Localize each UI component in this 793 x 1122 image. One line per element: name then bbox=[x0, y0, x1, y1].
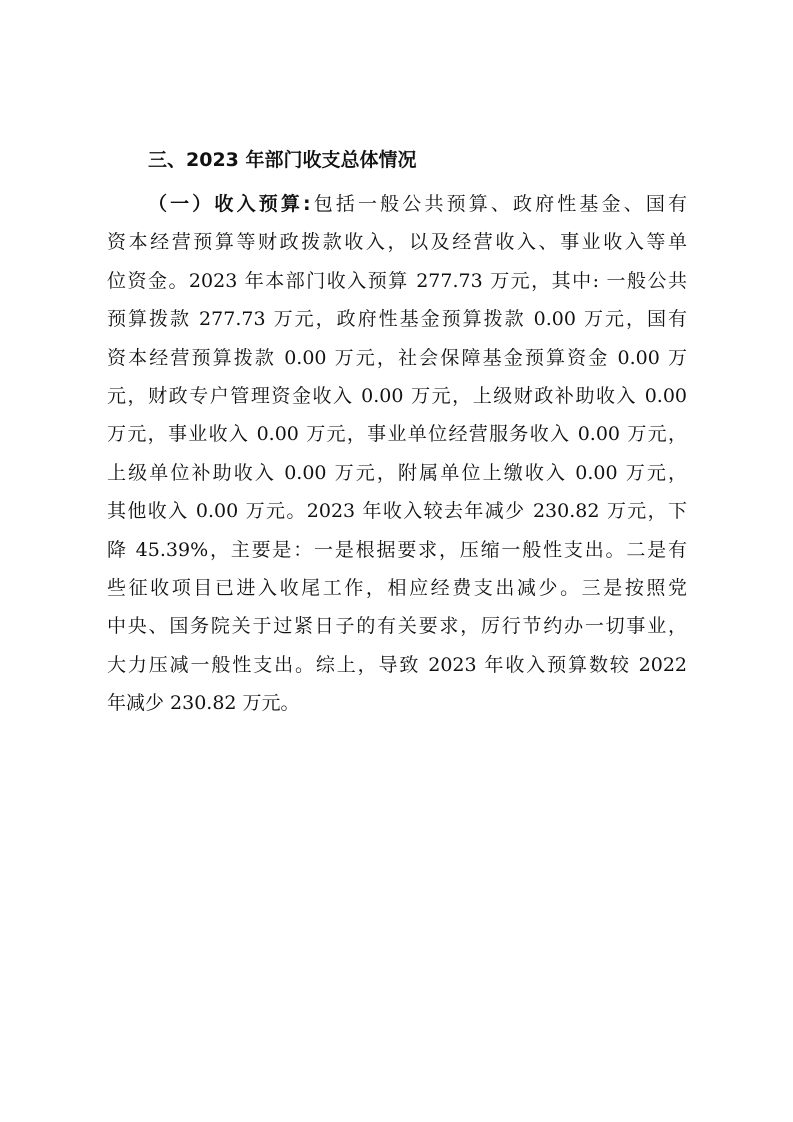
section-heading: 三、2023 年部门收支总体情况 bbox=[148, 149, 417, 171]
paragraph-line: 位资金。2023 年本部门收入预算 277.73 万元，其中: 一般公共 bbox=[107, 269, 687, 292]
income-budget-paragraph bbox=[107, 185, 687, 722]
paragraph-line: 年减少 230.82 万元。 bbox=[107, 692, 300, 715]
paragraph-line: 资本经营预算拨款 0.00 万元，社会保障基金预算资金 0.00 万 bbox=[107, 346, 687, 369]
paragraph-line: 上级单位补助收入 0.00 万元，附属单位上缴收入 0.00 万元， bbox=[107, 461, 687, 484]
paragraph-line: 降 45.39%，主要是：一是根据要求，压缩一般性支出。二是有 bbox=[107, 538, 687, 561]
paragraph-line: 预算拨款 277.73 万元，政府性基金预算拨款 0.00 万元，国有 bbox=[107, 308, 687, 331]
paragraph-line: 中央、国务院关于过紧日子的有关要求，厉行节约办一切事业， bbox=[107, 615, 687, 638]
paragraph-line: （一）收入预算:包括一般公共预算、政府性基金、国有 bbox=[148, 193, 687, 215]
paragraph-line: 资本经营预算等财政拨款收入，以及经营收入、事业收入等单 bbox=[107, 231, 687, 254]
paragraph-line: 些征收项目已进入收尾工作，相应经费支出减少。三是按照党 bbox=[107, 576, 687, 599]
paragraph-line: 其他收入 0.00 万元。2023 年收入较去年减少 230.82 万元，下 bbox=[107, 500, 687, 523]
paragraph-label: （一）收入预算: bbox=[148, 193, 311, 215]
paragraph-line: 万元，事业收入 0.00 万元，事业单位经营服务收入 0.00 万元， bbox=[107, 423, 687, 446]
paragraph-line: 大力压减一般性支出。综上，导致 2023 年收入预算数较 2022 bbox=[107, 653, 687, 676]
paragraph-line: 元，财政专户管理资金收入 0.00 万元，上级财政补助收入 0.00 bbox=[107, 384, 687, 407]
